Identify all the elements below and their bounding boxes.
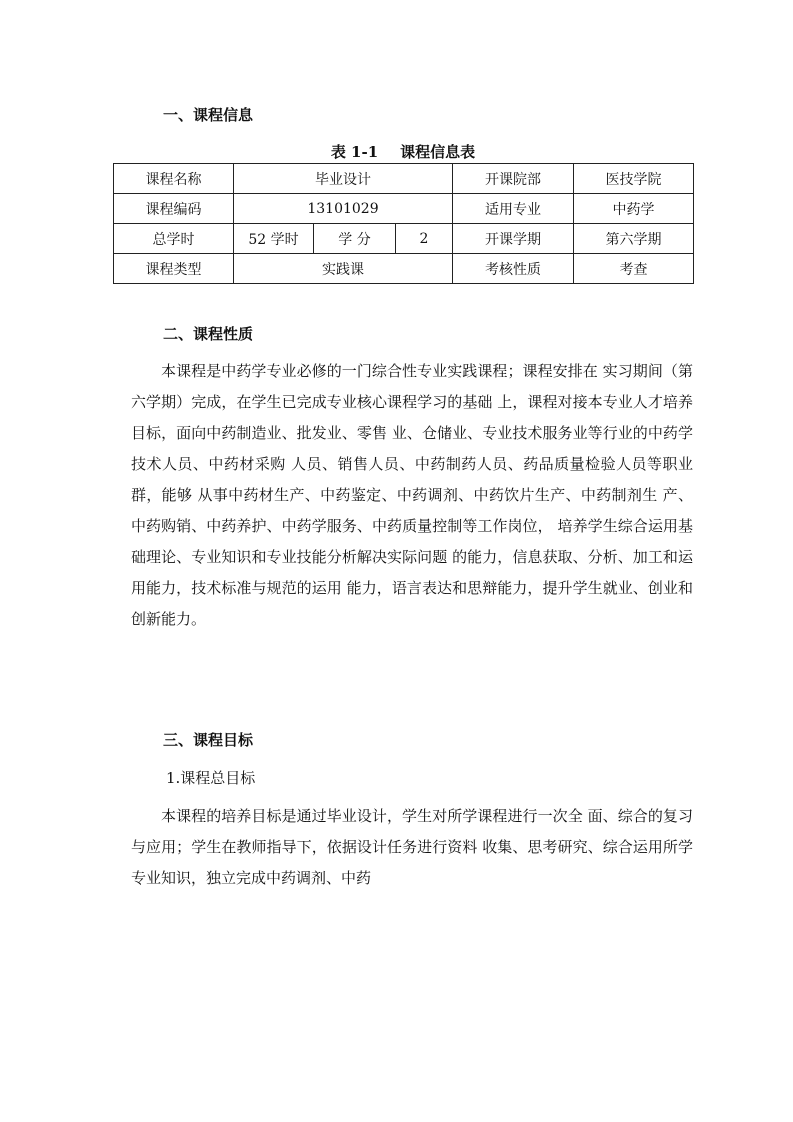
overall-objective-subheading: 1.课程总目标	[166, 769, 256, 787]
table-cell-value: 中药学	[574, 194, 694, 224]
section-heading-course-nature: 二、课程性质	[163, 325, 254, 343]
table-cell-value: 2	[396, 224, 453, 254]
table-cell-label: 课程名称	[114, 164, 234, 194]
table-row	[114, 164, 694, 194]
table-row	[114, 254, 694, 284]
table-cell-label: 课程编码	[114, 194, 234, 224]
table-cell-label: 开课院部	[453, 164, 574, 194]
table-cell-label: 考核性质	[453, 254, 574, 284]
table-cell-value: 13101029	[234, 194, 453, 224]
table-cell-label: 课程类型	[114, 254, 234, 284]
table-cell-value: 第六学期	[574, 224, 694, 254]
table-cell-label: 总学时	[114, 224, 234, 254]
section-heading-course-objectives: 三、课程目标	[163, 731, 254, 749]
table-cell-label: 学 分	[314, 224, 396, 254]
table-caption-number: 表 1-1	[330, 143, 379, 161]
table-cell-label: 开课学期	[453, 224, 574, 254]
table-cell-value: 考查	[574, 254, 694, 284]
table-caption	[113, 141, 693, 162]
table-cell-value: 毕业设计	[234, 164, 453, 194]
table-cell-value: 52 学时	[234, 224, 314, 254]
table-row	[114, 194, 694, 224]
overall-objective-paragraph: 本课程的培养目标是通过毕业设计，学生对所学课程进行一次全 面、综合的复习与应用；学生在教师指导下，依据设计任务进行资料 收集、思考研究、综合运用所学专业知识，独立完成中药调剂、中药	[131, 807, 693, 887]
course-info-table	[113, 163, 694, 284]
table-row	[114, 224, 694, 254]
section-heading-course-info: 一、课程信息	[163, 106, 254, 124]
table-caption-title: 课程信息表	[400, 143, 476, 161]
table-cell-value: 实践课	[234, 254, 453, 284]
course-nature-paragraph: 本课程是中药学专业必修的一门综合性专业实践课程；课程安排在 实习期间（第六学期）完成，在学生已完成专业核心课程学习的基础 上，课程对接本专业人才培养目标，面向中药制造业、批发业、零售 业、仓储业、专业技术服务业等行业的中药学技术人员、中药材采购 人员、销售人员、中药制药人员、药品质量检验人员等职业群，能够 从事中药材生产、中药鉴定、中药调剂、中药饮片生产、中药制剂生 产、中药购销、中药养护、中药学服务、中药质量控制等工作岗位， 培养学生综合运用基础理论、专业知识和专业技能分析解决实际问题 的能力，信息获取、分析、加工和运用能力，技术标准与规范的运用 能力，语言表达和思辩能力，提升学生就业、创业和创新能力。	[131, 362, 693, 628]
table-cell-value: 医技学院	[574, 164, 694, 194]
table-cell-label: 适用专业	[453, 194, 574, 224]
